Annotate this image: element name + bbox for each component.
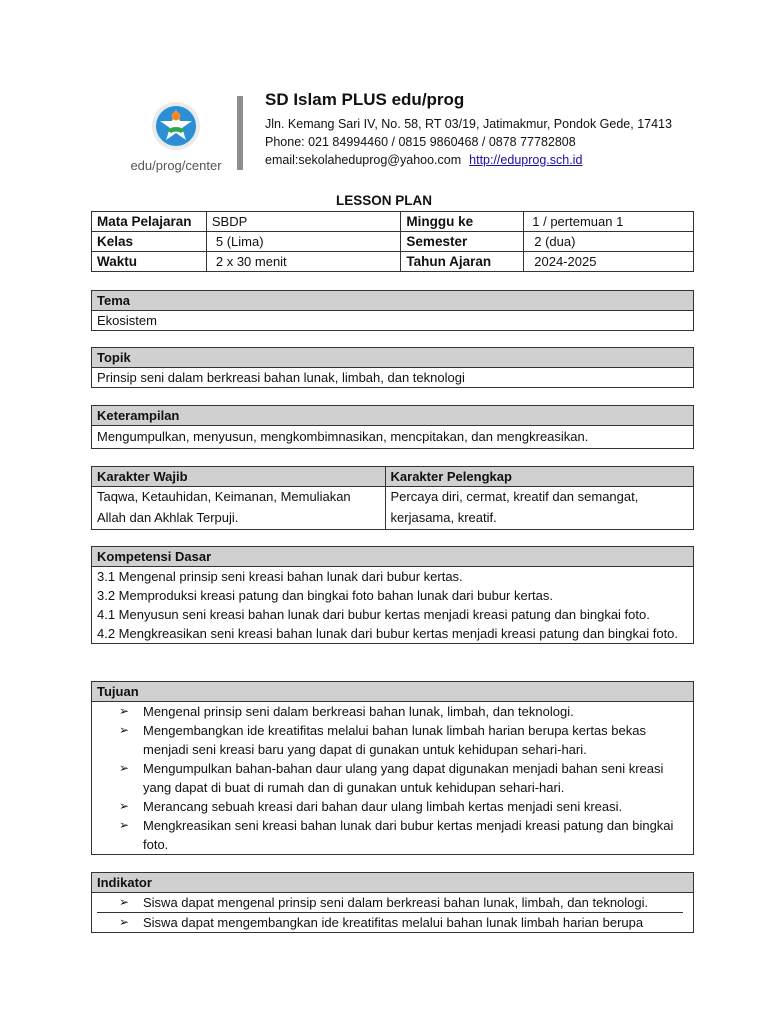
kelas-value: 5 (Lima) [206,232,401,252]
keterampilan-header: Keterampilan [92,406,694,426]
karakter-table [91,466,694,530]
school-address: Jln. Kemang Sari IV, No. 58, RT 03/19, Jatimakmur, Pondok Gede, 17413 [265,117,672,131]
tema-table [91,290,694,331]
header-divider [237,96,243,170]
list-item: ➢ Siswa dapat mengenal prinsip seni dalam berkreasi bahan lunak, limbah, dan teknologi. [97,893,683,913]
list-item: ➢ Mengkreasikan seni kreasi bahan lunak dari bubur kertas menjadi kreasi patung dan bingkai foto. [119,818,674,852]
tahun-ajaran-label: Tahun Ajaran [401,252,524,272]
arrow-bullet-icon: ➢ [119,895,130,909]
document-title: LESSON PLAN [335,193,432,208]
list-item: 3.1 Mengenal prinsip seni kreasi bahan lunak dari bubur kertas. [97,569,463,584]
school-contact [265,151,735,169]
tema-header: Tema [92,291,694,311]
list-item: ➢ Merancang sebuah kreasi dari bahan daur ulang limbah kertas menjadi seni kreasi. [119,799,623,814]
school-email: email:sekolaheduprog@yahoo.com [265,153,462,167]
indikator-header: Indikator [92,873,694,893]
logo-caption: edu/prog/center [130,158,222,173]
list-item: 3.2 Memproduksi kreasi patung dan bingkai foto bahan lunak dari bubur kertas. [97,588,554,603]
tahun-ajaran-value: 2024-2025 [524,252,694,272]
kompetensi-header: Kompetensi Dasar [92,547,694,567]
arrow-bullet-icon: ➢ [119,915,130,929]
semester-label: Semester [401,232,524,252]
karakter-wajib-header: Karakter Wajib [92,467,386,487]
indikator-body [92,893,694,933]
star-logo-icon [150,100,202,152]
karakter-pelengkap-header: Karakter Pelengkap [385,467,693,487]
karakter-wajib-value: Taqwa, Ketauhidan, Keimanan, Memuliakan Allah dan Akhlak Terpuji. [92,487,386,530]
table-row [92,232,694,252]
waktu-label: Waktu [92,252,207,272]
table-row [92,212,694,232]
arrow-bullet-icon: ➢ [119,818,130,832]
kompetensi-table [91,546,694,644]
school-name: SD Islam PLUS edu/prog [265,90,465,109]
school-logo [120,100,232,173]
list-item: ➢ Mengenal prinsip seni dalam berkreasi bahan lunak, limbah, dan teknologi. [119,704,574,719]
kompetensi-body [92,567,694,644]
arrow-bullet-icon: ➢ [119,761,130,775]
lesson-info-table [91,211,694,272]
tujuan-body [92,702,694,855]
arrow-bullet-icon: ➢ [119,799,130,813]
topik-value: Prinsip seni dalam berkreasi bahan lunak, limbah, dan teknologi [92,368,694,388]
waktu-value: 2 x 30 menit [206,252,401,272]
minggu-label: Minggu ke [401,212,524,232]
topik-header: Topik [92,348,694,368]
list-item: 4.2 Mengkreasikan seni kreasi bahan lunak dari bubur kertas menjadi kreasi patung dan bingkai foto. [97,626,679,641]
table-row [92,252,694,272]
minggu-value: 1 / pertemuan 1 [524,212,694,232]
list-item: ➢ Mengembangkan ide kreatifitas melalui bahan lunak limbah harian berupa kertas bekas menjadi seni kreasi baru yang dapat di gunakan untuk kehidupan sehari-hari. [119,723,646,757]
arrow-bullet-icon: ➢ [119,723,130,737]
school-info [265,90,735,169]
list-item: ➢ Siswa dapat mengembangkan ide kreatifitas melalui bahan lunak limbah harian berupa [119,915,644,930]
kelas-label: Kelas [92,232,207,252]
list-item: 4.1 Menyusun seni kreasi bahan lunak dari bubur kertas menjadi kreasi patung dan bingkai foto. [97,607,650,622]
mata-pelajaran-value: SBDP [206,212,401,232]
topik-table [91,347,694,388]
tujuan-table [91,681,694,855]
school-phone: Phone: 021 84994460 / 0815 9860468 / 0878 77782808 [265,135,576,149]
tujuan-header: Tujuan [92,682,694,702]
keterampilan-value: Mengumpulkan, menyusun, mengkombimnasikan, mencpitakan, dan mengkreasikan. [92,426,694,449]
tema-value: Ekosistem [92,311,694,331]
karakter-pelengkap-value: Percaya diri, cermat, kreatif dan semangat, kerjasama, kreatif. [385,487,693,530]
school-website-link[interactable]: http://eduprog.sch.id [469,153,583,167]
list-item: ➢ Mengumpulkan bahan-bahan daur ulang yang dapat digunakan menjadi bahan seni kreasi yang dapat di buat di rumah dan di gunakan untuk kehidupan sehari-hari. [119,761,664,795]
mata-pelajaran-label: Mata Pelajaran [92,212,207,232]
keterampilan-table [91,405,694,449]
arrow-bullet-icon: ➢ [119,704,130,718]
indikator-table [91,872,694,933]
semester-value: 2 (dua) [524,232,694,252]
